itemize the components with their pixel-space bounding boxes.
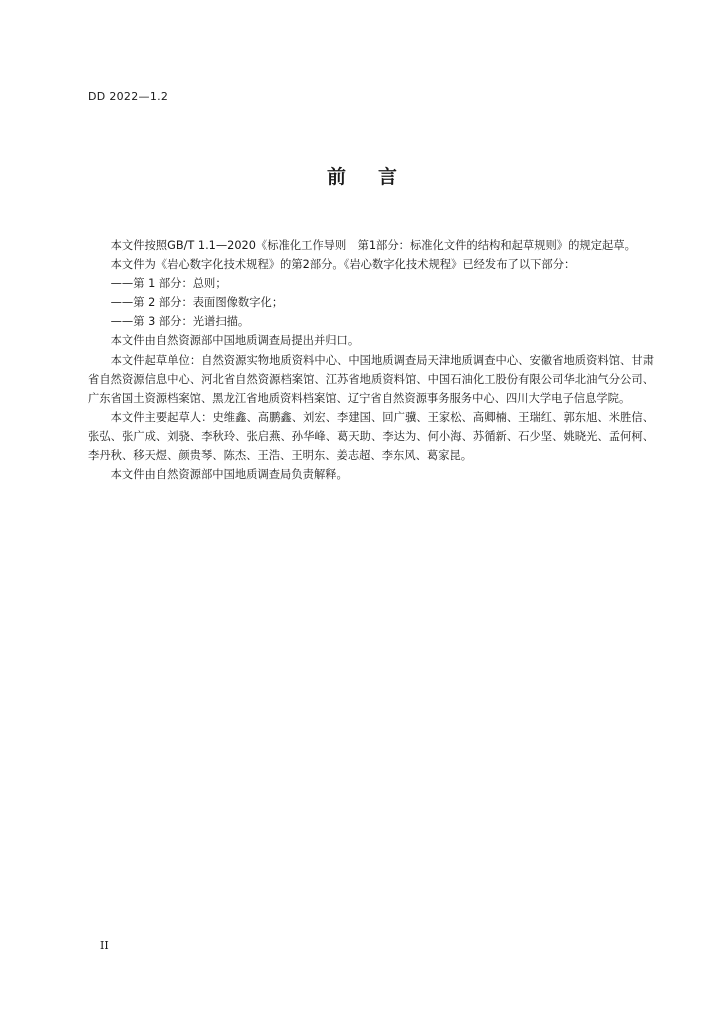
paragraph-interpretation: 本文件由自然资源部中国地质调查局负责解释。	[110, 468, 348, 482]
list-item-part-3: ——第 3 部分：光谱扫描。	[110, 315, 250, 329]
list-item-part-1: ——第 1 部分：总则；	[110, 277, 227, 291]
foreword-body	[88, 236, 654, 484]
paragraph-drafters: 本文件主要起草人：史维鑫、高鹏鑫、刘宏、李建国、回广骥、王家松、高卿楠、王瑞红、郭东旭、米胜信、张弘、张广成、刘骁、李秋玲、张启燕、孙华峰、葛天助、李达为、何小海、苏循新、石少坚、姚晓光、孟何柯、李丹秋、移天煜、颜贵琴、陈杰、王浩、王明东、姜志超、李东风、葛家昆。	[88, 410, 654, 463]
paragraph-part-info: 本文件为《岩心数字化技术规程》的第2部分。《岩心数字化技术规程》已经发布了以下部分：	[110, 258, 576, 272]
page-title-char-1: 前	[326, 166, 346, 188]
page-title-char-2: 言	[378, 166, 398, 188]
paragraph-drafting-units: 本文件起草单位：自然资源实物地质资料中心、中国地质调查局天津地质调查中心、安徽省地质资料馆、甘肃省自然资源信息中心、河北省自然资源档案馆、江苏省地质资料馆、中国石油化工股份有限公司华北油气分公司、广东省国土资源档案馆、黑龙江省地质资料档案馆、辽宁省自然资源事务服务中心、四川大学电子信息学院。	[88, 353, 654, 405]
paragraph-proposer: 本文件由自然资源部中国地质调查局提出并归口。	[110, 334, 360, 348]
document-code: DD 2022—1.2	[88, 90, 169, 103]
list-item-part-2: ——第 2 部分：表面图像数字化；	[110, 296, 284, 310]
paragraph-standard-basis: 本文件按照GB/T 1.1—2020《标准化工作导则 第1部分：标准化文件的结构和起草规则》的规定起草。	[110, 239, 636, 252]
page-title	[0, 162, 724, 189]
page-number: II	[100, 939, 109, 952]
